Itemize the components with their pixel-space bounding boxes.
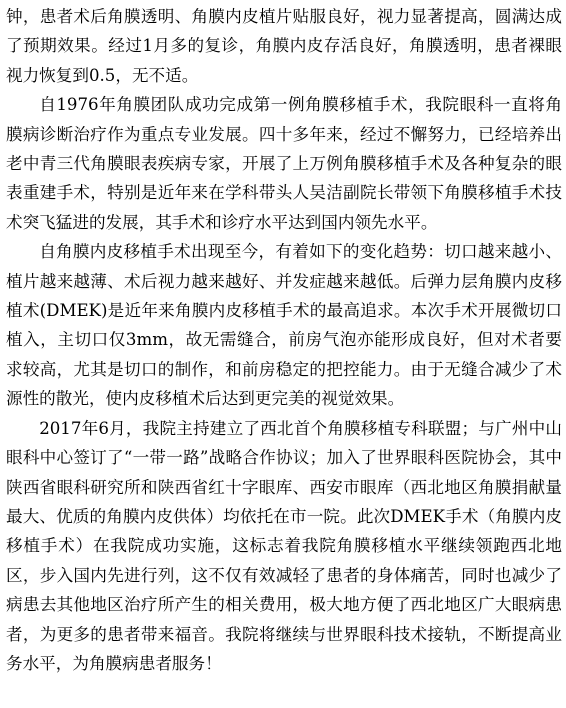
paragraph-alliance: 2017年6月，我院主持建立了西北首个角膜移植专科联盟；与广州中山眼科中心签订了“一带一路”战略合作协议；加入了世界眼科医院协会，其中陕西省眼科研究所和陕西省红十字眼库、西安市眼库（西北地区角膜捐献量最大、优质的角膜内皮供体）均依托在市一院。此次DMEK手术（角膜内皮移植手术）在我院成功实施，这标志着我院角膜移植水平继续领跑西北地区，步入国内先进行列，这不仅有效减轻了患者的身体痛苦，同时也减少了病患去其他地区治疗所产生的相关费用，极大地方便了西北地区广大眼病患者，为更多的患者带来福音。我院将继续与世界眼科技术接轨，不断提高业务水平，为角膜病患者服务！ — [6, 418, 562, 673]
paragraph-team-history: 自1976年角膜团队成功完成第一例角膜移植手术，我院眼科一直将角膜病诊断治疗作为重点专业发展。四十多年来，经过不懈努力，已经培养出老中青三代角膜眼表疾病专家，开展了上万例角膜移植手术及各种复杂的眼表重建手术，特别是近年来在学科带头人吴洁副院长带领下角膜移植手术技术突飞猛进的发展，其手术和诊疗水平达到国内领先水平。 — [6, 95, 562, 232]
paragraph-continuation: 钟，患者术后角膜透明、角膜内皮植片贴服良好，视力显著提高，圆满达成了预期效果。经过1月多的复诊，角膜内皮存活良好，角膜透明，患者裸眼视力恢复到0.5，无不适。 — [6, 7, 562, 85]
paragraph-dmek-trends: 自角膜内皮移植手术出现至今，有着如下的变化趋势：切口越来越小、植片越来越薄、术后视力越来越好、并发症越来越低。后弹力层角膜内皮移植术(DMEK)是近年来角膜内皮移植手术的最高追求。本次手术开展微切口植入，主切口仅3mm，故无需缝合，前房气泡亦能形成良好，但对术者要求较高，尤其是切口的制作，和前房稳定的把控能力。由于无缝合减少了术源性的散光，使内皮移植术后达到更完美的视觉效果。 — [6, 242, 562, 409]
article-body — [6, 2, 562, 678]
